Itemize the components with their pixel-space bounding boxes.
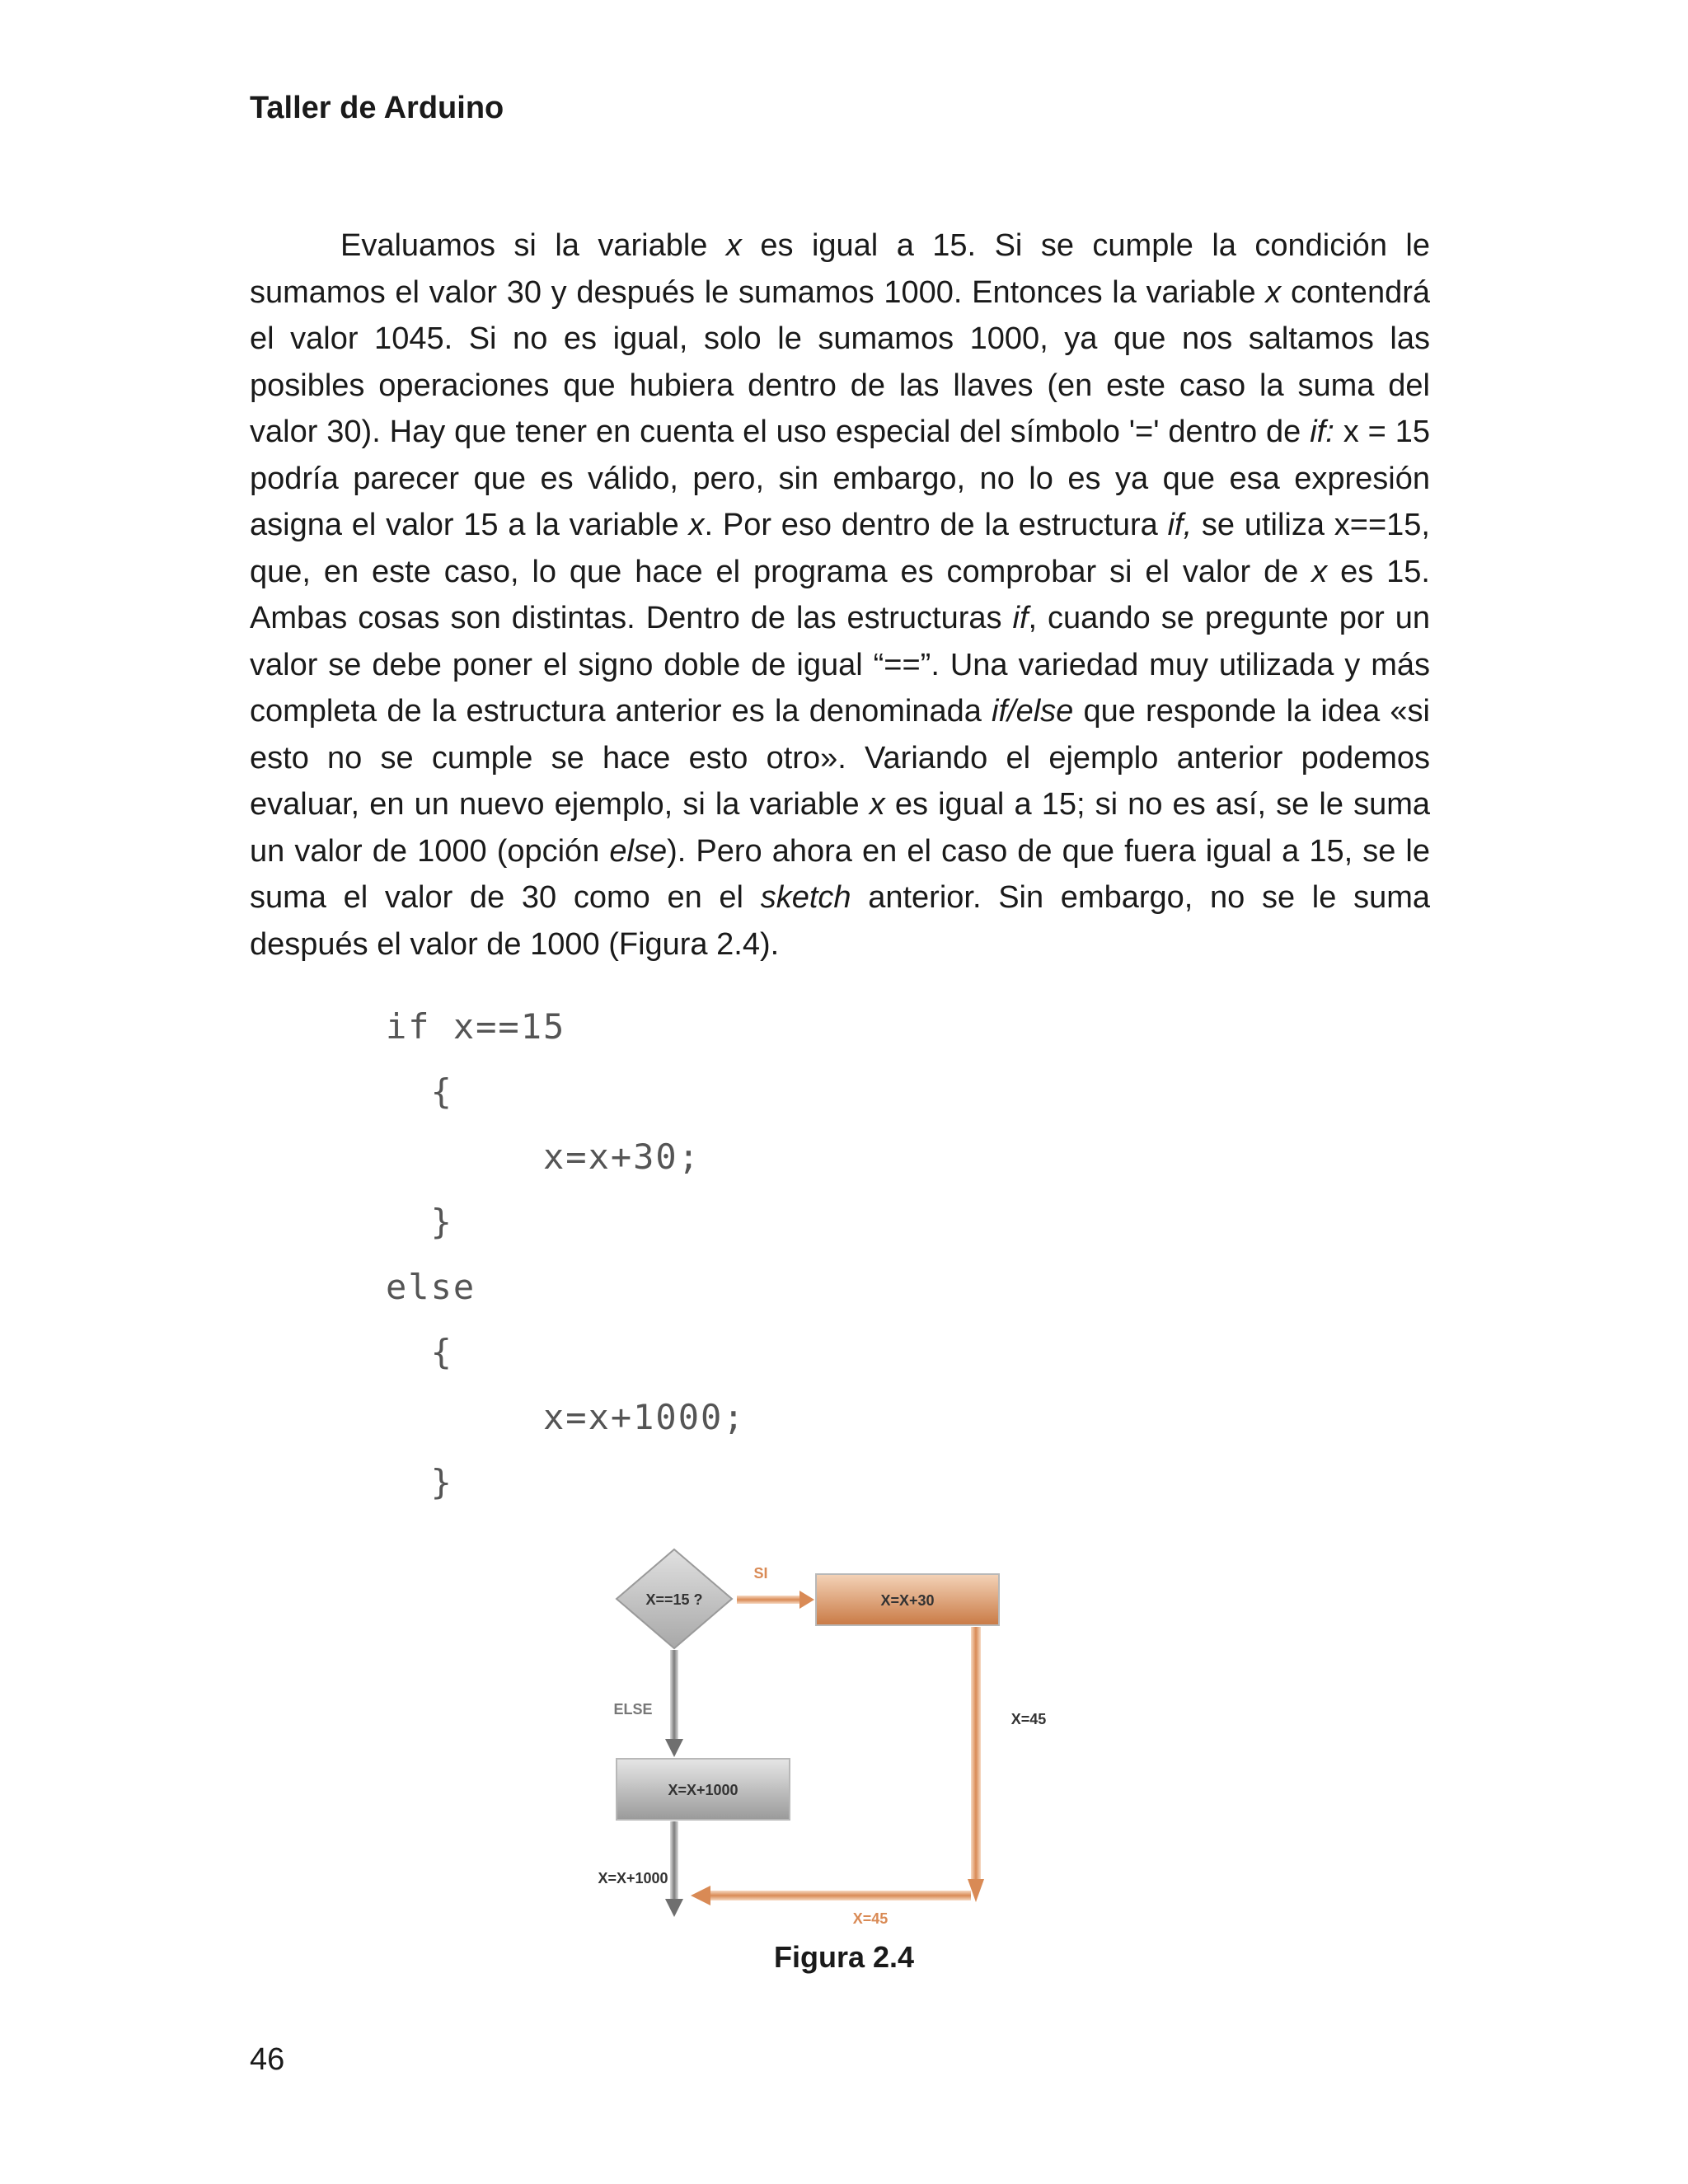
- bottom-arrowhead: [691, 1886, 710, 1905]
- body-paragraph: Evaluamos si la variable x es igual a 15. Si se cumple la condición le sumamos el valor 30 y después le sumamos 1000. Entonces la variable x contendrá el valor 1045. Si no es igual, solo le sumamos 1000, ya que nos saltamos las posibles operaciones que hubiera dentro de las llaves (en este caso la suma del valor 30). Hay que tener en cuenta el uso especial del símbolo '=' dentro de if: x = 15 podría parecer que es válido, pero, sin embargo, no lo es ya que esa expresión asigna el valor 15 a la variable x. Por eso dentro de la estructura if, se utiliza x==15, que, en este caso, lo que hace el programa es comprobar si el valor de x es 15. Ambas cosas son distintas. Dentro de las estructuras if, cuando se pregunte por un valor se debe poner el signo doble de igual “==”. Una variedad muy utilizada y más completa de la estructura anterior es la denominada if/else que responde la idea «si esto no se cumple se hace esto otro». Variando el ejemplo anterior podemos evaluar, en un nuevo ejemplo, si la variable x es igual a 15; si no es así, se le suma un valor de 1000 (opción else). Pero ahora en el caso de que fuera igual a 15, se le suma el valor de 30 como en el sketch anterior. Sin embargo, no se le suma después el valor de 1000 (Figura 2.4).: [250, 228, 1430, 962]
- code-line: else: [386, 1267, 476, 1307]
- code-line: x=x+30;: [386, 1137, 701, 1177]
- code-line: {: [386, 1332, 453, 1372]
- right-arrow: [971, 1627, 981, 1882]
- else-box-label: X=X+1000: [668, 1782, 738, 1798]
- yes-arrowhead: [799, 1591, 814, 1609]
- code-line: {: [386, 1071, 453, 1112]
- yes-box-label: X=X+30: [880, 1592, 935, 1609]
- code-line: x=x+1000;: [386, 1397, 746, 1437]
- right-label: X=45: [1010, 1711, 1047, 1727]
- page-number: 46: [250, 2042, 285, 2077]
- code-line: }: [386, 1462, 453, 1502]
- bottom-arrow: [707, 1891, 971, 1900]
- running-header: Taller de Arduino: [250, 91, 504, 125]
- figure-caption: Figura 2.4: [773, 1940, 915, 1974]
- decision-label: X==15 ?: [645, 1591, 703, 1608]
- yes-arrow: [737, 1596, 799, 1604]
- flowchart-svg: [592, 1533, 1086, 1929]
- code-listing: [386, 994, 746, 1515]
- flowchart-figure: [592, 1533, 1086, 1929]
- else-arrow: [670, 1650, 678, 1741]
- else-arrowhead: [665, 1739, 683, 1757]
- code-line: }: [386, 1202, 453, 1242]
- out-arrow: [670, 1821, 678, 1900]
- yes-label: SI: [753, 1565, 768, 1582]
- out-label: X=X+1000: [598, 1870, 668, 1886]
- code-line: if x==15: [386, 1006, 566, 1047]
- else-label: ELSE: [613, 1701, 653, 1718]
- out-arrowhead: [665, 1899, 683, 1917]
- bottom-label: X=45: [852, 1910, 889, 1927]
